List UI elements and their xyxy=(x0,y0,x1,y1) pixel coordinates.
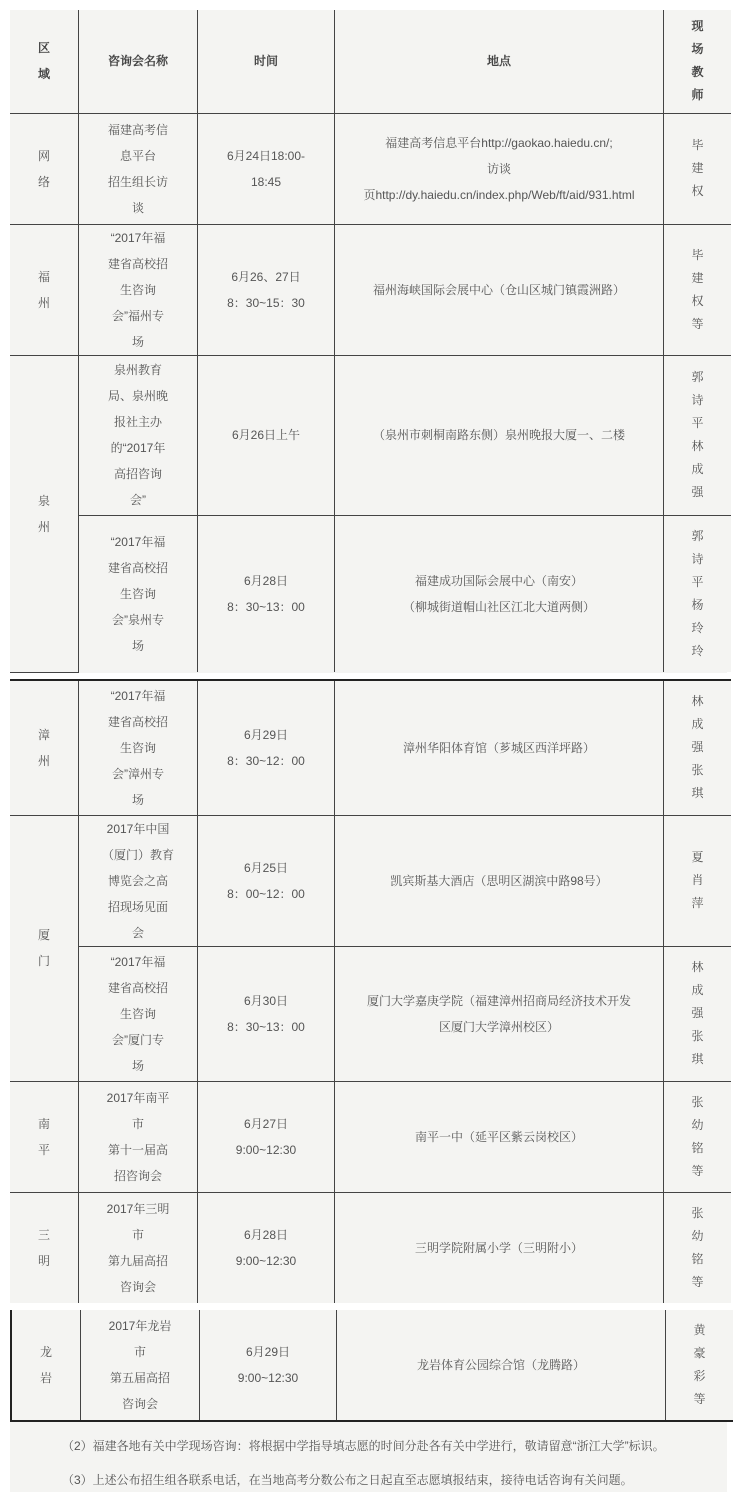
name-cell xyxy=(79,113,198,224)
teacher-cell-line: 成 xyxy=(691,983,704,997)
time-cell xyxy=(198,355,335,515)
region-cell xyxy=(10,815,79,1081)
time-cell-line: 9:00~12:30 xyxy=(235,1142,297,1157)
name-cell-line: 建省高校招 xyxy=(107,560,168,575)
teacher-cell-line: 林 xyxy=(691,439,704,453)
time-cell-line: 6月30日 xyxy=(243,993,289,1008)
note-2: （2）福建各地有关中学现场咨询：将根据中学指导填志愿的时间分赴各有关中学进行，敬请留意“浙江大学”标识。 xyxy=(62,1439,665,1453)
teacher-cell-line: 彩 xyxy=(693,1369,706,1383)
teacher-cell-line: 肖 xyxy=(691,873,704,887)
location-cell-line: 厦门大学嘉庚学院（福建漳州招商局经济技术开发 xyxy=(366,993,631,1008)
region-cell-line: 络 xyxy=(37,174,50,189)
teacher-cell-line: 杨 xyxy=(691,597,704,612)
time-cell-line: 6月26日上午 xyxy=(231,428,301,442)
time-cell xyxy=(198,680,335,815)
name-cell-line: （厦门）教育 xyxy=(101,847,174,862)
location-cell xyxy=(335,1192,664,1303)
name-cell-line: 会”厦门专 xyxy=(112,1032,164,1047)
name-cell-line: 2017年龙岩 xyxy=(108,1319,172,1333)
time-cell-line: 8：00~12：00 xyxy=(227,886,305,901)
teacher-cell-line: 萍 xyxy=(691,896,704,910)
location-cell xyxy=(335,113,664,224)
location-cell-line: （柳城街道帽山社区江北大道两侧） xyxy=(402,599,595,614)
region-cell xyxy=(10,224,79,355)
teacher-cell-line: 玲 xyxy=(691,620,704,635)
teacher-cell-line: 郭 xyxy=(691,370,704,384)
time-cell-line: 18:45 xyxy=(250,174,282,189)
location-cell-line: 凯宾斯基大酒店（思明区湖滨中路98号） xyxy=(390,873,608,888)
name-cell-line: 招现场见面 xyxy=(107,899,168,914)
name-cell xyxy=(81,1310,200,1421)
teacher-cell xyxy=(664,946,732,1081)
header-teacher-cell-line: 师 xyxy=(691,88,704,103)
teacher-cell-line: 平 xyxy=(691,416,704,430)
region-cell-line: 三 xyxy=(37,1227,50,1242)
header-region-cell xyxy=(10,10,79,113)
header-teacher-cell-line: 教 xyxy=(691,65,704,80)
time-cell-line: 6月26、27日 xyxy=(231,269,301,284)
header-name-cell xyxy=(79,10,198,113)
time-cell xyxy=(198,515,335,672)
schedule-table-part-2 xyxy=(10,679,727,1303)
teacher-cell xyxy=(666,1310,734,1421)
header-name-cell-line: 咨询会名称 xyxy=(107,54,168,69)
name-cell-line: 谈 xyxy=(131,200,144,215)
name-cell xyxy=(79,680,198,815)
time-cell xyxy=(198,1192,335,1303)
teacher-cell-line: 黄 xyxy=(693,1323,706,1337)
teacher-cell-line: 成 xyxy=(691,717,704,732)
name-cell-line: 2017年南平 xyxy=(106,1090,170,1105)
teacher-cell-line: 平 xyxy=(691,574,704,589)
region-cell-line: 龙 xyxy=(39,1345,52,1359)
name-cell-line: 泉州教育 xyxy=(113,363,162,377)
name-cell-line: “2017年福 xyxy=(110,688,166,703)
region-cell xyxy=(10,113,79,224)
header-location-cell-line: 地点 xyxy=(486,54,511,69)
notes xyxy=(10,1422,727,1492)
teacher-cell-line: 铭 xyxy=(691,1140,704,1155)
location-cell-line: 南平一中（延平区紫云岗校区） xyxy=(414,1129,583,1144)
time-cell-line: 6月28日 xyxy=(243,1227,289,1242)
time-cell-line: 6月29日 xyxy=(245,1345,291,1359)
teacher-cell-line: 权 xyxy=(691,184,704,198)
time-cell-line: 9:00~12:30 xyxy=(237,1371,299,1385)
teacher-cell-line: 幼 xyxy=(691,1117,704,1132)
time-cell-line: 6月28日 xyxy=(243,573,289,588)
table-row xyxy=(10,1192,731,1303)
teacher-cell-line: 建 xyxy=(691,270,704,285)
teacher-cell-line: 张 xyxy=(691,1029,704,1043)
name-cell-line: 2017年三明 xyxy=(106,1201,170,1216)
teacher-cell-line: 诗 xyxy=(691,551,704,566)
name-cell-line: 建省高校招 xyxy=(107,256,168,271)
time-cell-line: 9:00~12:30 xyxy=(235,1253,297,1268)
time-cell xyxy=(198,815,335,946)
region-cell-line: 平 xyxy=(37,1142,50,1157)
header-time-cell xyxy=(198,10,335,113)
region-cell xyxy=(10,1192,79,1303)
name-cell-line: 福建高考信 xyxy=(107,122,168,137)
header-teacher-cell xyxy=(664,10,732,113)
teacher-cell xyxy=(664,680,732,815)
location-cell-line: 福建成功国际会展中心（南安） xyxy=(414,573,583,588)
teacher-cell-line: 铭 xyxy=(691,1251,704,1266)
teacher-cell-line: 权 xyxy=(691,293,704,308)
schedule-table-part-3 xyxy=(10,1310,727,1422)
location-cell-line: 福州海峡国际会展中心（仓山区城门镇霞洲路） xyxy=(372,282,625,297)
location-cell xyxy=(335,224,664,355)
teacher-cell xyxy=(664,1081,732,1192)
table-row xyxy=(10,680,731,815)
name-cell xyxy=(79,1192,198,1303)
name-cell-line: 会” xyxy=(130,493,146,507)
region-cell-line: 州 xyxy=(37,295,50,310)
teacher-cell-line: 毕 xyxy=(691,247,704,262)
name-cell-line: 招咨询会 xyxy=(113,1168,162,1183)
region-cell-line: 网 xyxy=(37,148,50,163)
teacher-cell-line: 张 xyxy=(691,763,704,778)
teacher-cell-line: 强 xyxy=(691,1006,704,1020)
region-cell xyxy=(10,680,79,815)
teacher-cell-line: 豪 xyxy=(693,1346,706,1360)
teacher-cell-line: 毕 xyxy=(691,138,704,152)
location-cell-line: 漳州华阳体育馆（芗城区西洋坪路） xyxy=(402,740,595,755)
name-cell-line: 局、泉州晚 xyxy=(107,389,168,403)
location-cell xyxy=(335,515,664,672)
name-cell-line: 咨询会 xyxy=(119,1279,156,1294)
name-cell-line: 息平台 xyxy=(119,148,156,163)
teacher-cell-line: 等 xyxy=(693,1392,706,1406)
name-cell-line: 生咨询 xyxy=(119,282,156,297)
region-cell-line: 泉 xyxy=(37,493,50,508)
location-cell xyxy=(335,1081,664,1192)
name-cell-line: “2017年福 xyxy=(110,954,166,969)
location-cell xyxy=(335,680,664,815)
location-cell-line: 福建高考信息平台http://gaokao.haiedu.cn/; xyxy=(385,135,613,150)
region-cell xyxy=(11,1310,81,1421)
time-cell-line: 8：30~13：00 xyxy=(227,1019,305,1034)
name-cell-line: 博览会之高 xyxy=(107,873,168,888)
table-row xyxy=(10,946,731,1081)
teacher-cell-line: 琪 xyxy=(691,786,704,801)
name-cell-line: 第九届高招 xyxy=(107,1253,168,1268)
name-cell-line: 第五届高招 xyxy=(109,1371,170,1385)
teacher-cell-line: 夏 xyxy=(691,850,704,864)
header-row xyxy=(10,10,731,113)
time-cell-line: 6月25日 xyxy=(243,860,289,875)
table-row xyxy=(10,113,731,224)
region-cell xyxy=(10,355,79,672)
region-cell xyxy=(10,1081,79,1192)
name-cell-line: 建省高校招 xyxy=(107,980,168,995)
name-cell-line: 市 xyxy=(131,1116,144,1131)
teacher-cell xyxy=(664,1192,732,1303)
teacher-cell-line: 琪 xyxy=(691,1052,704,1066)
region-cell-line: 州 xyxy=(37,753,50,768)
time-cell-line: 8：30~12：00 xyxy=(227,753,305,768)
teacher-cell-line: 郭 xyxy=(691,528,704,543)
location-cell xyxy=(335,815,664,946)
table-row xyxy=(10,355,731,515)
teacher-cell xyxy=(664,515,732,672)
location-cell-line: 页http://dy.haiedu.cn/index.php/Web/ft/aid/931.html xyxy=(363,187,635,202)
region-cell-line: 福 xyxy=(37,269,50,284)
region-cell-line: 南 xyxy=(37,1116,50,1131)
header-region-cell-line: 域 xyxy=(37,67,50,82)
region-cell-line: 厦 xyxy=(37,928,50,942)
name-cell-line: 咨询会 xyxy=(121,1397,158,1411)
location-cell xyxy=(335,946,664,1081)
schedule-table-part-1 xyxy=(10,10,727,673)
name-cell-line: 第十一届高 xyxy=(107,1142,168,1157)
table-row xyxy=(10,1081,731,1192)
time-cell-line: 8：30~13：00 xyxy=(227,599,305,614)
name-cell-line: 生咨询 xyxy=(119,1006,156,1021)
header-location-cell xyxy=(335,10,664,113)
name-cell-line: 场 xyxy=(131,792,144,807)
teacher-cell-line: 等 xyxy=(691,1274,704,1289)
name-cell-line: 高招咨询 xyxy=(113,467,162,481)
name-cell-line: 2017年中国 xyxy=(106,821,170,836)
name-cell xyxy=(79,1081,198,1192)
region-cell-line: 明 xyxy=(37,1253,50,1268)
time-cell xyxy=(198,1081,335,1192)
note-3: （3）上述公布招生组各联系电话，在当地高考分数公布之日起直至志愿填报结束，接待电话咨询有关问题。 xyxy=(62,1473,633,1487)
teacher-cell-line: 诗 xyxy=(691,393,704,407)
teacher-cell-line: 强 xyxy=(691,485,704,499)
time-cell-line: 8：30~15：30 xyxy=(227,295,305,310)
name-cell-line: 招生组长访 xyxy=(107,174,168,189)
name-cell-line: 会 xyxy=(131,925,144,940)
time-cell xyxy=(198,224,335,355)
name-cell-line: 的“2017年 xyxy=(110,441,166,455)
name-cell-line: 生咨询 xyxy=(119,586,156,601)
name-cell xyxy=(79,355,198,515)
name-cell-line: 场 xyxy=(131,638,144,653)
time-cell-line: 6月27日 xyxy=(243,1116,289,1131)
region-cell-line: 岩 xyxy=(39,1371,52,1385)
name-cell xyxy=(79,224,198,355)
time-cell xyxy=(198,946,335,1081)
teacher-cell-line: 林 xyxy=(691,960,704,974)
location-cell-line: 区厦门大学漳州校区） xyxy=(438,1019,559,1034)
teacher-cell-line: 等 xyxy=(691,316,704,331)
teacher-cell-line: 林 xyxy=(691,694,704,709)
location-cell xyxy=(335,355,664,515)
time-cell-line: 6月29日 xyxy=(243,727,289,742)
name-cell-line: 会”漳州专 xyxy=(112,766,164,781)
name-cell-line: 生咨询 xyxy=(119,740,156,755)
teacher-cell-line: 建 xyxy=(691,161,704,175)
name-cell xyxy=(79,946,198,1081)
table-row xyxy=(10,224,731,355)
table-row xyxy=(11,1310,733,1421)
teacher-cell xyxy=(664,815,732,946)
name-cell-line: 会”泉州专 xyxy=(112,612,164,627)
header-teacher-cell-line: 现 xyxy=(691,19,704,34)
teacher-cell-line: 玲 xyxy=(691,643,704,658)
header-teacher-cell-line: 场 xyxy=(691,42,704,57)
region-cell-line: 州 xyxy=(37,519,50,534)
name-cell-line: 市 xyxy=(133,1345,146,1359)
time-cell-line: 6月24日18:00- xyxy=(226,148,306,163)
teacher-cell-line: 张 xyxy=(691,1094,704,1109)
header-region-cell-line: 区 xyxy=(37,41,50,56)
name-cell-line: 市 xyxy=(131,1227,144,1242)
teacher-cell xyxy=(664,224,732,355)
name-cell-line: “2017年福 xyxy=(110,534,166,549)
time-cell xyxy=(198,113,335,224)
teacher-cell-line: 幼 xyxy=(691,1228,704,1243)
region-cell-line: 漳 xyxy=(37,727,50,742)
location-cell-line: 龙岩体育公园综合馆（龙腾路） xyxy=(416,1358,585,1372)
name-cell xyxy=(79,515,198,672)
location-cell-line: 三明学院附属小学（三明附小） xyxy=(414,1240,583,1255)
teacher-cell xyxy=(664,355,732,515)
region-cell-line: 门 xyxy=(37,954,50,968)
location-cell-line: 访谈 xyxy=(486,161,511,176)
name-cell-line: 场 xyxy=(131,334,144,349)
name-cell-line: 报社主办 xyxy=(113,415,162,429)
teacher-cell-line: 成 xyxy=(691,462,704,476)
name-cell-line: 建省高校招 xyxy=(107,714,168,729)
name-cell-line: 会”福州专 xyxy=(112,308,164,323)
name-cell-line: “2017年福 xyxy=(110,230,166,245)
table-row xyxy=(10,515,731,672)
teacher-cell xyxy=(664,113,732,224)
header-time-cell-line: 时间 xyxy=(253,54,278,69)
location-cell-line: （泉州市刺桐南路东侧）泉州晚报大厦一、二楼 xyxy=(372,428,625,442)
teacher-cell-line: 强 xyxy=(691,740,704,755)
location-cell xyxy=(337,1310,666,1421)
teacher-cell-line: 张 xyxy=(691,1205,704,1220)
name-cell-line: 场 xyxy=(131,1058,144,1073)
teacher-cell-line: 等 xyxy=(691,1163,704,1178)
table-row xyxy=(10,815,731,946)
time-cell xyxy=(200,1310,337,1421)
name-cell xyxy=(79,815,198,946)
